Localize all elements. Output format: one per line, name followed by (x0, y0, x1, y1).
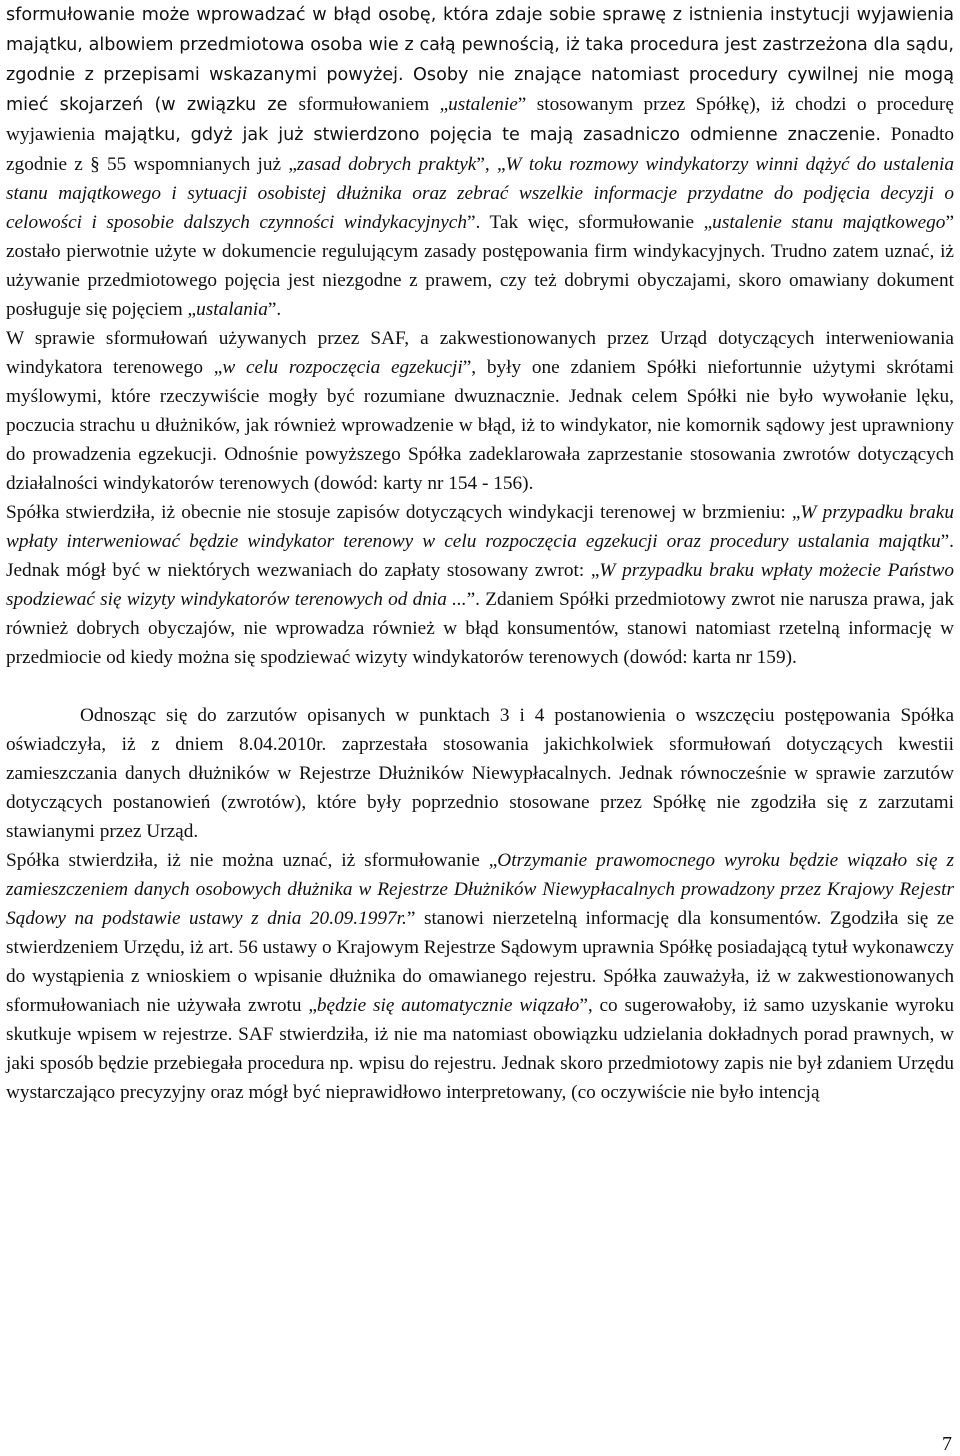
text-run: ”. (267, 299, 282, 320)
body-text (6, 0, 954, 1107)
text-run: Spółka stwierdziła, iż nie można uznać, iż sformułowanie „ (6, 850, 498, 871)
italic-quote: będzie się automatycznie wiązało (316, 995, 580, 1016)
text-run: W sprawie sformułowań używanych przez SAF, a zakwestionowanych przez Urząd dotyczących interweniowania windykatora terenowego „ (6, 328, 954, 378)
paragraph-p5 (6, 846, 954, 1107)
text-run: Spółka stwierdziła, iż obecnie nie stosuje zapisów dotyczących windykacji terenowej w brzmieniu: „ (6, 502, 801, 523)
italic-quote: ustalania (196, 299, 268, 320)
paragraph-p2 (6, 324, 954, 498)
italic-quote: ustalenie stanu majątkowego (712, 212, 946, 233)
text-run: majątku, gdyż jak już stwierdzono pojęcia te mają zasadniczo odmienne znaczenie. (103, 125, 891, 145)
text-run: ”. Zdaniem Spółki przedmiotowy zwrot nie narusza prawa, jak również dobrych obyczajów, nie wprowadza również w błąd konsumentów, stanowi natomiast rzetelną informację w przedmiocie od kiedy można się spodziewać wizyty windykatorów terenowych (dowód: karta nr 159). (6, 589, 954, 668)
text-run: Ponadto zgodnie z § 55 wspomnianych już „ (6, 124, 954, 175)
text-run: sformułowaniem „ (298, 94, 449, 115)
italic-quote: Otrzymanie prawomocnego wyroku będzie wiązało się z zamieszczeniem danych osobowych dłużnika w Rejestrze Dłużników Niewypłacalnych prowadzony przez Krajowy Rejestr Sądowy na podstawie ustawy z dnia 20.09.1997r. (6, 850, 954, 929)
text-run: ”. Tak więc, sformułowanie „ (466, 212, 713, 233)
text-run: ” stosowanym przez Spółkę), iż chodzi o procedurę wyjawienia (6, 94, 954, 145)
paragraph-p4 (6, 701, 954, 846)
text-run: Odnosząc się do zarzutów opisanych w punktach 3 i 4 postanowienia o wszczęciu postępowania Spółka oświadczyła, iż z dniem 8.04.2010r. zaprzestała stosowania jakichkolwiek sformułowań dotyczących kwestii zamieszczania danych dłużników w Rejestrze Dłużników Niewypłacalnych. Jednak równocześnie w sprawie zarzutów dotyczących postanowień (zwrotów), które były poprzednio stosowane przez Spółkę nie zgodziła się z zarzutami stawianymi przez Urząd. (6, 705, 954, 842)
italic-quote: zasad dobrych praktyk (296, 154, 477, 175)
italic-quote: W przypadku braku wpłaty interweniować będzie windykator terenowy w celu rozpoczęcia egzekucji oraz procedury ustalania majątku (6, 502, 954, 552)
text-run: ”. Jednak mógł być w niektórych wezwaniach do zapłaty stosowany zwrot: „ (6, 531, 954, 581)
text-run: ” zostało pierwotnie użyte w dokumencie regulującym zasady postępowania firm windykacyjnych. Trudno zatem uznać, iż używanie przedmiotowego pojęcia jest niezgodne z prawem, czy też dobrymi obyczajami, skoro omawiany dokument posługuje się pojęciem „ (6, 212, 954, 320)
paragraph-p1 (6, 0, 954, 324)
text-run: ” stanowi nierzetelną informację dla konsumentów. Zgodziła się ze stwierdzeniem Urzędu, iż art. 56 ustawy o Krajowym Rejestrze Sądowym uprawnia Spółkę posiadającą tytuł wykonawczy do wystąpienia z wnioskiem o wpisanie dłużnika do omawianego rejestru. Spółka zauważyła, iż w zakwestionowanych sformułowaniach nie używała zwrotu „ (6, 908, 954, 1016)
paragraph-p3 (6, 498, 954, 672)
page-number: 7 (942, 1433, 952, 1455)
italic-quote: ustalenie (448, 94, 518, 115)
italic-quote: W toku rozmowy windykatorzy winni dążyć do ustalenia stanu majątkowego i sytuacji osobistej dłużnika oraz zebrać wszelkie informacje przydatne do podjęcia decyzji o celowości i sposobie dalszych czynności windykacyjnych (6, 154, 954, 233)
text-run: sformułowanie może wprowadzać w błąd osobę, która zdaje sobie sprawę z istnienia instytucji wyjawienia majątku, albowiem przedmiotowa osoba wie z całą pewnością, iż taka procedura jest zastrzeżona dla sądu, zgodnie z przepisami wskazanymi powyżej. Osoby nie znające natomiast procedury cywilnej nie mogą mieć skojarzeń (w związku ze (6, 5, 954, 115)
text-run: ”, „ (476, 154, 506, 175)
text-run: ”, były one zdaniem Spółki niefortunnie użytymi skrótami myślowymi, które rzeczywiście mogły być rozumiane dwuznacznie. Jednak celem Spółki nie było wywołanie lęku, poczucia strachu u dłużników, jak również wprowadzenie w błąd, iż to windykator, nie komornik sądowy jest uprawniony do prowadzenia egzekucji. Odnośnie powyższego Spółka zadeklarowała zaprzestanie stosowania zwrotów dotyczących działalności windykatorów terenowych (dowód: karty nr 154 - 156). (6, 357, 955, 494)
italic-quote: W przypadku braku wpłaty możecie Państwo spodziewać się wizyty windykatorów terenowych od dnia ... (6, 560, 954, 610)
text-run: ”, co sugerowałoby, iż samo uzyskanie wyroku skutkuje wpisem w rejestrze. SAF stwierdziła, iż nie ma natomiast obowiązku udzielania dokładnych porad prawnych, w jaki sposób będzie przebiegała procedura np. wpisu do rejestru. Jednak skoro przedmiotowy zapis nie był zdaniem Urzędu wystarczająco precyzyjny oraz mógł być nieprawidłowo interpretowany, (co oczywiście nie było intencją (6, 995, 954, 1103)
italic-quote: w celu rozpoczęcia egzekucji (222, 357, 463, 378)
